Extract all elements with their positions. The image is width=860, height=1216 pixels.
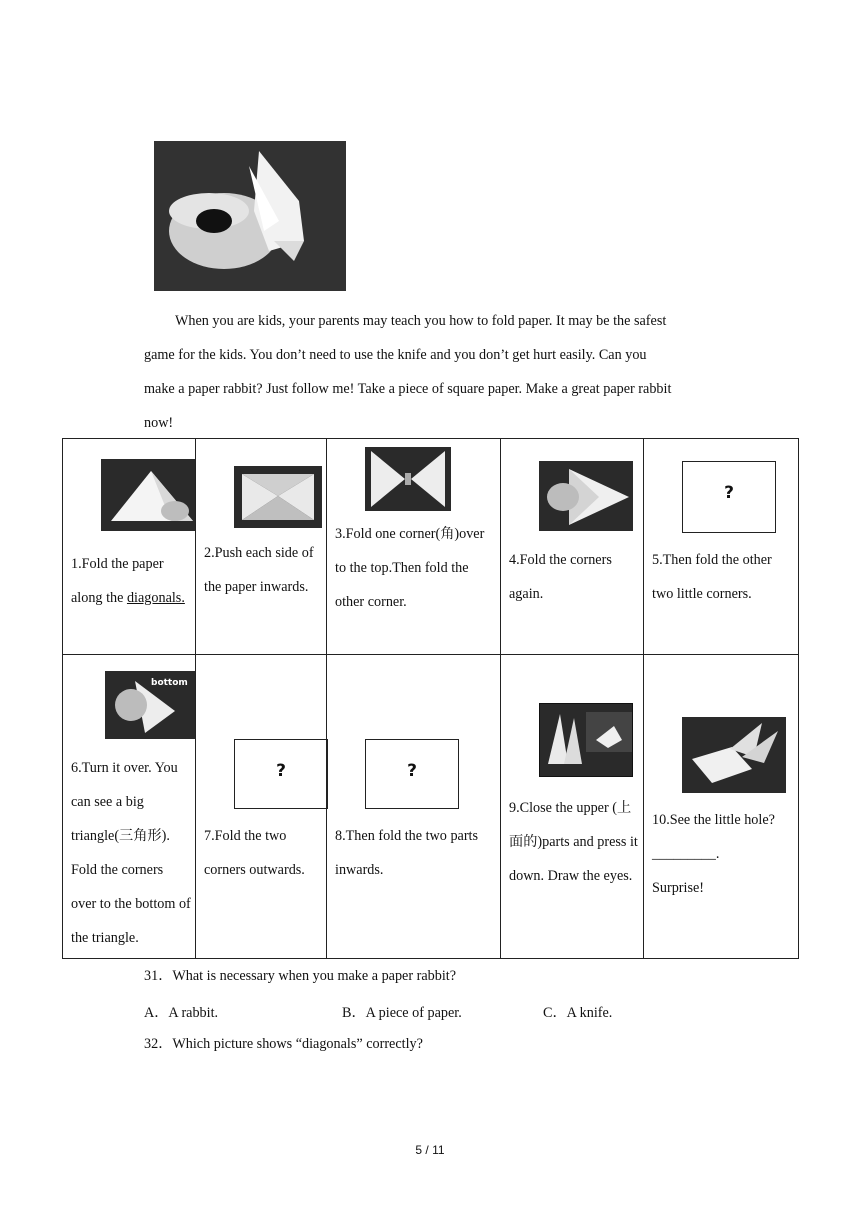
q31-option-c: C．A knife. xyxy=(543,1005,613,1021)
intro-line-2: game for the kids. You don’t need to use the knife and you don’t get hurt easily. Can you xyxy=(144,347,647,363)
question-box-8 xyxy=(365,739,459,809)
steps-row-2 xyxy=(63,655,799,959)
step-1-cell xyxy=(63,439,196,655)
step-1-text: 1.Fold the paper along the xyxy=(71,556,164,606)
step-3-cell xyxy=(327,439,501,655)
step-9-cell xyxy=(501,655,644,959)
step-9-caption: 9.Close the upper (上面的)parts and press it down. Draw the eyes. xyxy=(509,800,638,884)
step-7-cell xyxy=(196,655,327,959)
question-box-5 xyxy=(682,461,776,533)
step-10-line-1: 10.See the little hole? xyxy=(652,812,775,828)
step-6-cell xyxy=(63,655,196,959)
step-4-cell xyxy=(501,439,644,655)
question-31: 31．What is necessary when you make a paper rabbit? xyxy=(144,968,457,984)
intro-line-3: make a paper rabbit? Just follow me! Take a piece of square paper. Make a great paper rabbit xyxy=(144,381,672,397)
step-3-caption: 3.Fold one corner(角)over to the top.Then fold the other corner. xyxy=(335,526,485,610)
step-8-caption: 8.Then fold the two parts inwards. xyxy=(335,828,479,878)
step-5-caption: 5.Then fold the other two little corners. xyxy=(652,552,772,602)
step-8-cell xyxy=(327,655,501,959)
step-7-caption: 7.Fold the two corners outwards. xyxy=(204,828,305,878)
question-mark: ? xyxy=(407,761,417,781)
turn-over-photo xyxy=(105,671,195,739)
step-2-cell xyxy=(196,439,327,655)
step-10-line-3: Surprise! xyxy=(652,880,705,896)
answer-blank: _________. xyxy=(652,846,720,862)
step-2-caption: 2.Push each side of the paper inwards. xyxy=(204,545,314,595)
intro-paragraph xyxy=(144,304,719,440)
fold-diagonal-photo xyxy=(101,459,195,531)
question-32: 32．Which picture shows “diagonals” correctly? xyxy=(144,1036,423,1052)
diagonals-word: diagonals. xyxy=(126,590,185,606)
step-5-cell xyxy=(644,439,799,655)
step-4-caption: 4.Fold the corners again. xyxy=(509,552,612,602)
rabbit-photo xyxy=(682,717,786,793)
step-10-caption xyxy=(652,803,794,905)
bow-shape-photo xyxy=(365,447,451,511)
page-number: 5 / 11 xyxy=(415,1143,445,1157)
push-sides-photo xyxy=(234,466,322,528)
fold-corners-photo xyxy=(539,461,633,531)
question-mark: ? xyxy=(724,483,734,503)
rabbit-hand-photo xyxy=(154,141,346,291)
q31-option-a: A．A rabbit. xyxy=(144,1005,219,1021)
step-10-cell xyxy=(644,655,799,959)
q31-option-b: B．A piece of paper. xyxy=(342,1005,462,1021)
steps-table xyxy=(62,438,799,959)
steps-row-1 xyxy=(63,439,799,655)
intro-line-4: now! xyxy=(144,415,174,431)
step-1-caption xyxy=(71,547,191,615)
question-mark: ? xyxy=(276,761,286,781)
question-box-7 xyxy=(234,739,328,809)
step-6-caption: 6.Turn it over. You can see a big triangle(三角形). Fold the corners over to the bottom of the triangle. xyxy=(71,760,191,946)
intro-line-1: When you are kids, your parents may teach you how to fold paper. It may be the safest xyxy=(175,313,667,329)
bottom-label: bottom xyxy=(151,678,188,688)
close-parts-photo xyxy=(539,703,633,777)
